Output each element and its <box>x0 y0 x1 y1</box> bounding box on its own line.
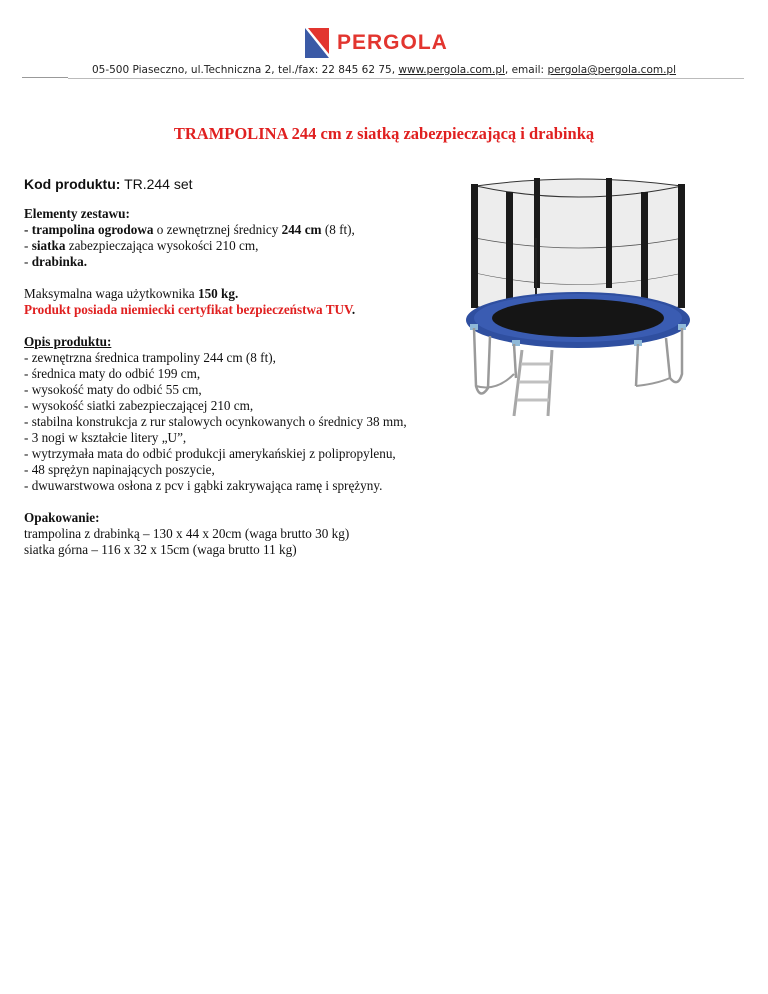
set-item-2-name: siatka <box>31 238 66 253</box>
set-item-1-name: trampolina ogrodowa <box>31 222 154 237</box>
packaging <box>24 510 494 558</box>
set-item-2-prefix: - <box>24 238 32 253</box>
description-item: - 3 nogi w kształcie litery „U”, <box>24 430 187 445</box>
description-item: - zewnętrzna średnica trampoliny 244 cm (8 ft), <box>24 350 276 365</box>
pergola-logo <box>305 28 448 58</box>
max-weight <box>24 286 494 302</box>
product-code-value: TR.244 set <box>124 176 193 192</box>
description-item: - wysokość siatki zabezpieczającej 210 cm, <box>24 398 254 413</box>
email-link[interactable]: pergola@pergola.com.pl <box>547 64 677 76</box>
product-description <box>24 334 494 494</box>
contact-line <box>0 64 768 76</box>
packaging-item: trampolina z drabinką – 130 x 44 x 20cm (waga brutto 30 kg) <box>24 526 350 541</box>
page-title: TRAMPOLINA 244 cm z siatką zabezpieczającą i drabinką <box>173 124 595 143</box>
packaging-heading <box>24 510 494 526</box>
description-item: - stabilna konstrukcja z rur stalowych ocynkowanych o średnicy 38 mm, <box>24 414 407 429</box>
set-elements-heading <box>24 206 494 222</box>
website-link[interactable]: www.pergola.com.pl <box>398 64 505 76</box>
product-details <box>24 176 494 574</box>
description-item: - wysokość maty do odbić 55 cm, <box>24 382 202 397</box>
certificate-text: Produkt posiada niemiecki certyfikat bezpieczeństwa TUV <box>24 302 352 317</box>
set-item <box>24 238 494 254</box>
contact-email-label: , email: <box>504 64 548 76</box>
description-heading-text: Opis produktu: <box>24 334 112 349</box>
description-item: - 48 sprężyn napinających poszycie, <box>24 462 215 477</box>
set-item-3-prefix: - <box>24 254 32 269</box>
max-weight-label: Maksymalna waga użytkownika <box>24 286 198 301</box>
certificate-note <box>24 302 494 318</box>
set-item <box>24 254 494 270</box>
description-item: - wytrzymała mata do odbić produkcji amerykańskiej z polipropylenu, <box>24 446 396 461</box>
max-weight-value: 150 kg. <box>197 286 239 301</box>
page-header <box>0 0 768 82</box>
description-item: - średnica maty do odbić 199 cm, <box>24 366 201 381</box>
set-item-1-size: 244 cm <box>281 222 322 237</box>
set-elements <box>24 206 494 270</box>
set-item <box>24 222 494 238</box>
set-item-3-name: drabinka. <box>31 254 88 269</box>
set-item-1-prefix: - <box>24 222 32 237</box>
packaging-item: siatka górna – 116 x 32 x 15cm (waga brutto 11 kg) <box>24 542 297 557</box>
brand-name: PERGOLA <box>337 31 448 54</box>
set-elements-heading-text: Elementy zestawu: <box>24 206 130 221</box>
trampoline-image <box>466 178 690 428</box>
header-divider <box>68 78 744 79</box>
pergola-logo-icon <box>305 28 329 58</box>
product-code <box>24 176 494 192</box>
product-code-label: Kod produktu: <box>24 176 121 192</box>
certificate-period: . <box>351 302 356 317</box>
set-item-1-suffix: (8 ft), <box>321 222 355 237</box>
weight-info <box>24 286 494 318</box>
packaging-heading-text: Opakowanie: <box>24 510 100 525</box>
set-item-2-suffix: zabezpieczająca wysokości 210 cm, <box>65 238 259 253</box>
header-divider-left <box>22 77 68 78</box>
contact-address: 05-500 Piaseczno, ul.Techniczna 2, tel./fax: 22 845 62 75, <box>91 64 399 76</box>
description-heading <box>24 334 494 350</box>
description-item: - dwuwarstwowa osłona z pcv i gąbki zakrywająca ramę i sprężyny. <box>24 478 383 493</box>
set-item-1-mid: o zewnętrznej średnicy <box>153 222 282 237</box>
